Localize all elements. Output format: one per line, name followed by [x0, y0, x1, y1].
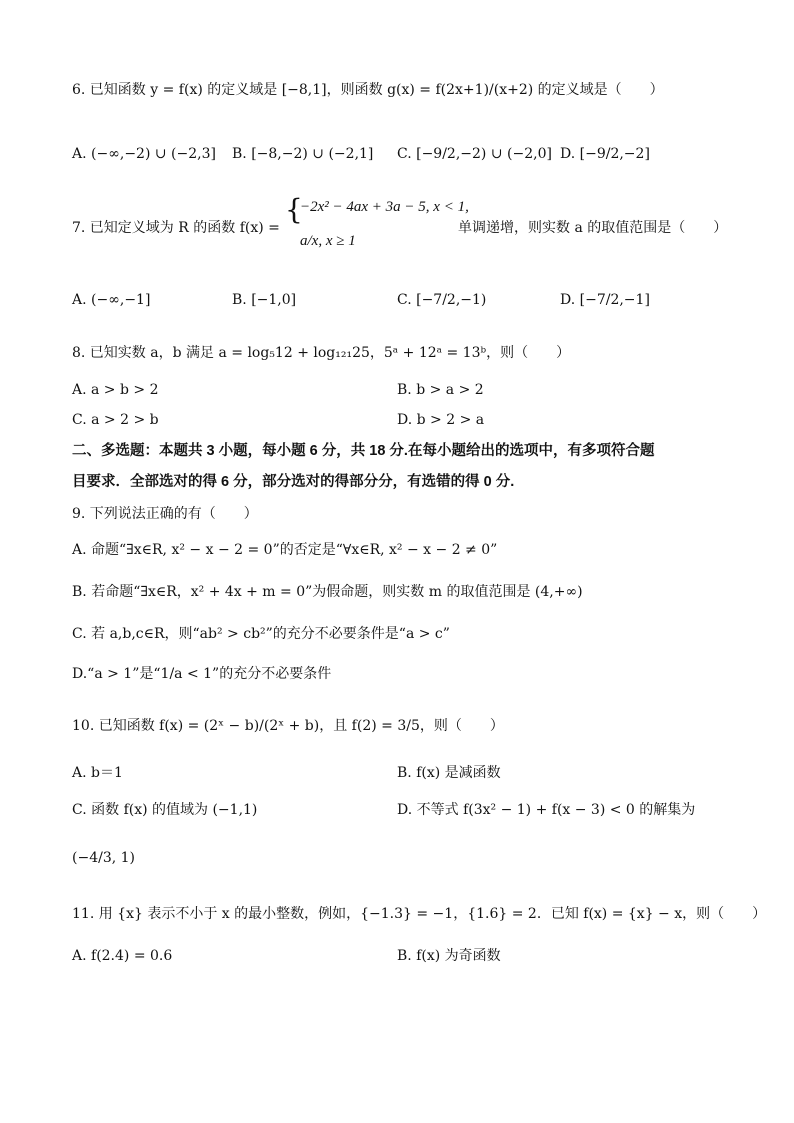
q7-brace: { — [285, 193, 303, 226]
q10-option-d-answer: (−4/3, 1) — [72, 850, 135, 866]
q6-option-d: D. [−9/2,−2] — [560, 146, 650, 162]
q10-stem: 10. 已知函数 f(x) = (2ˣ − b)/(2ˣ + b)，且 f(2) = 3/5，则（ ） — [72, 718, 504, 734]
q11-option-a: A. f(2.4) = 0.6 — [72, 948, 173, 964]
q9-option-d: D.“a > 1”是“1/a < 1”的充分不必要条件 — [72, 666, 332, 682]
q6-stem: 6. 已知函数 y = f(x) 的定义域是 [−8,1]，则函数 g(x) = f(2x+1)/(x+2) 的定义域是（ ） — [72, 82, 664, 98]
q8-option-d: D. b > 2 > a — [397, 412, 485, 428]
q7-case1: −2x² − 4ax + 3a − 5, x < 1, — [300, 199, 469, 215]
q9-option-c: C. 若 a,b,c∈R，则“ab² > cb²”的充分不必要条件是“a > c” — [72, 626, 450, 642]
q8-option-c: C. a > 2 > b — [72, 412, 159, 428]
q6-option-c: C. [−9/2,−2) ∪ (−2,0] — [397, 146, 552, 162]
q7-case2: a/x, x ≥ 1 — [300, 233, 356, 249]
q8-stem: 8. 已知实数 a，b 满足 a = log₅12 + log₁₂₁25，5ᵃ + 12ᵃ = 13ᵇ，则（ ） — [72, 345, 571, 361]
q7-option-c: C. [−7/2,−1) — [397, 292, 487, 308]
q8-option-b: B. b > a > 2 — [397, 382, 484, 398]
q6-option-a: A. (−∞,−2) ∪ (−2,3] — [72, 146, 216, 162]
q9-stem: 9. 下列说法正确的有（ ） — [72, 506, 258, 522]
q7-option-a: A. (−∞,−1] — [72, 292, 151, 308]
q7-option-b: B. [−1,0] — [232, 292, 297, 308]
q10-option-d: D. 不等式 f(3x² − 1) + f(x − 3) < 0 的解集为 — [397, 802, 696, 818]
q9-option-a: A. 命题“∃x∈R, x² − x − 2 = 0”的否定是“∀x∈R, x² − x − 2 ≠ 0” — [72, 542, 498, 558]
q10-option-c: C. 函数 f(x) 的值域为 (−1,1) — [72, 802, 258, 818]
q7-tail: 单调递增，则实数 a 的取值范围是（ ） — [458, 220, 728, 236]
q9-option-b: B. 若命题“∃x∈R，x² + 4x + m = 0”为假命题，则实数 m 的取值范围是 (4,+∞) — [72, 584, 583, 600]
q8-option-a: A. a > b > 2 — [72, 382, 159, 398]
q10-option-a: A. b＝1 — [72, 765, 123, 781]
q11-option-b: B. f(x) 为奇函数 — [397, 948, 501, 964]
q7-option-d: D. [−7/2,−1] — [560, 292, 650, 308]
section2-title-line1: 二、多选题：本题共 3 小题，每小题 6 分，共 18 分.在每小题给出的选项中，有多项符合题 — [72, 443, 655, 459]
q10-option-b: B. f(x) 是减函数 — [397, 765, 501, 781]
q11-stem: 11. 用 {x} 表示不小于 x 的最小整数，例如，{−1.3} = −1，{1.6} = 2．已知 f(x) = {x} − x，则（ ） — [72, 906, 767, 922]
section2-title-line2: 目要求．全部选对的得 6 分，部分选对的得部分分，有选错的得 0 分. — [72, 474, 515, 490]
q7-stem: 7. 已知定义域为 R 的函数 f(x) = — [72, 220, 280, 236]
q6-option-b: B. [−8,−2) ∪ (−2,1] — [232, 146, 374, 162]
